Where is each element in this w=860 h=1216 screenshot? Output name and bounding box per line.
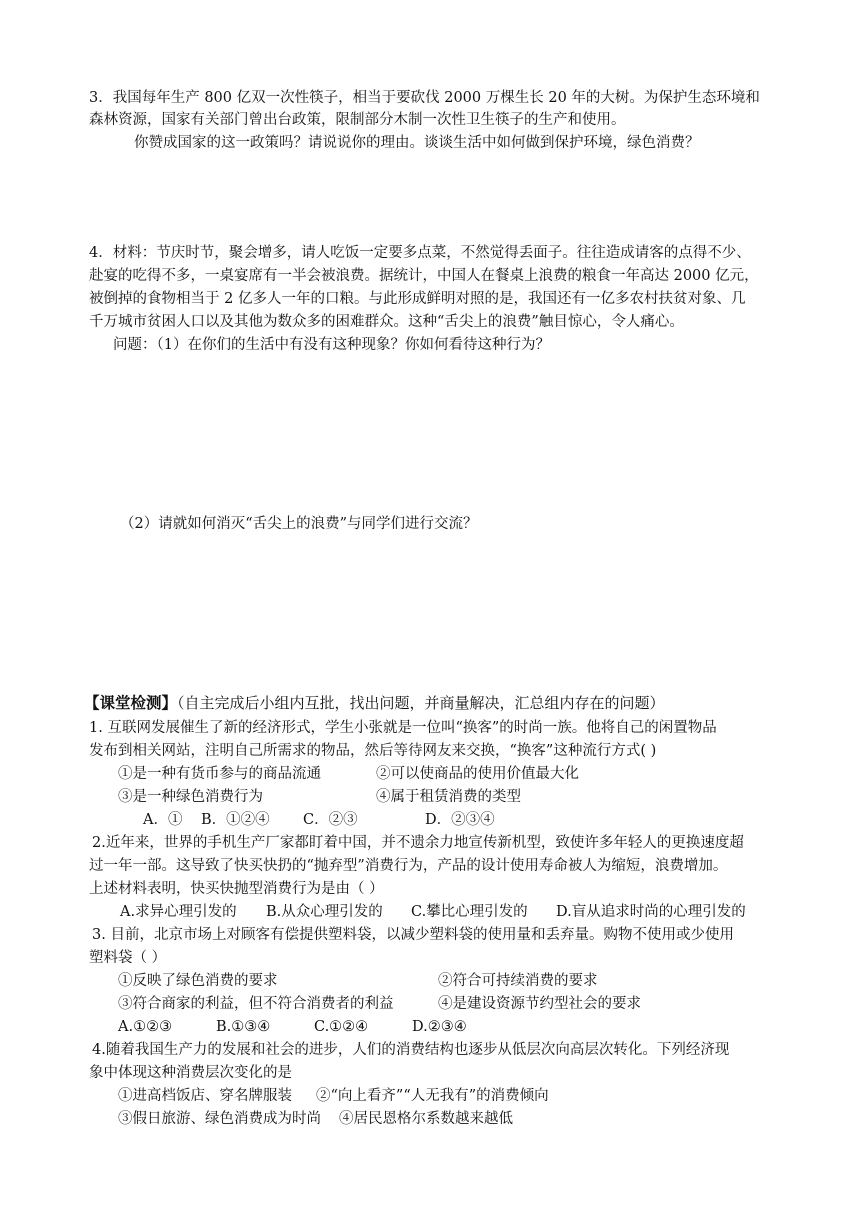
section-subtitle: （自主完成后小组内互批，找出问题，并商量解决，汇总组内存在的问题） bbox=[177, 694, 665, 712]
c3-answer-a: A.①②③ bbox=[118, 1019, 173, 1035]
c3-option-1: ①反映了绿色消费的要求 bbox=[118, 973, 278, 989]
c1-answer-c: C．②③ bbox=[303, 812, 358, 828]
c2-stem-line-2: 过一年一部。这导致了快买快扔的“抛弃型”消费行为，产品的设计使用寿命被人为缩短，浪费增加。 bbox=[89, 858, 728, 874]
c4-option-2: ②“向上看齐”“人无我有”的消费倾向 bbox=[316, 1088, 549, 1104]
c4-stem-line-1: 4.随着我国生产力的发展和社会的进步，人们的消费结构也逐步从低层次向高层次转化。下列经济现 bbox=[92, 1042, 730, 1058]
c3-option-2: ②符合可持续消费的要求 bbox=[438, 973, 598, 989]
c3-option-4: ④是建设资源节约型社会的要求 bbox=[438, 996, 641, 1012]
q4-question-1: 问题：（1）在你们的生活中有没有这种现象？你如何看待这种行为？ bbox=[113, 337, 550, 353]
q3-prompt: 你赞成国家的这一政策吗？请说说你的理由。谈谈生活中如何做到保护环境，绿色消费？ bbox=[134, 135, 700, 151]
q4-text-line-2: 赴宴的吃得不多，一桌宴席有一半会被浪费。据统计，中国人在餐桌上浪费的粮食一年高达 2000 亿元， bbox=[89, 268, 759, 284]
c2-answer-d: D.盲从追求时尚的心理引发的 bbox=[556, 904, 746, 920]
c4-option-4: ④居民恩格尔系数越来越低 bbox=[339, 1111, 513, 1127]
c3-answer-d: D.②③④ bbox=[412, 1019, 467, 1035]
q4-text-line-4: 千万城市贫困人口以及其他为数众多的困难群众。这种“舌尖上的浪费”触目惊心，令人痛心。 bbox=[89, 314, 684, 330]
c2-stem-line-1: 2.近年来，世界的手机生产厂家都盯着中国，并不遗余力地宣传新机型，致使许多年轻人的更换速度超 bbox=[92, 835, 744, 851]
q3-text-line-2: 森林资源，国家有关部门曾出台政策，限制部分木制一次性卫生筷子的生产和使用。 bbox=[89, 112, 626, 128]
c3-stem-line-2: 塑料袋（ ） bbox=[89, 950, 167, 966]
c3-answer-b: B.①③④ bbox=[216, 1019, 271, 1035]
c2-answer-a: A.求异心理引发的 bbox=[120, 904, 237, 920]
c2-answer-b: B.从众心理引发的 bbox=[266, 904, 383, 920]
q4-text-line-3: 被倒掉的食物相当于 2 亿多人一年的口粮。与此形成鲜明对照的是，我国还有一亿多农村扶贫对象、几 bbox=[89, 291, 746, 307]
c2-answer-c: C.攀比心理引发的 bbox=[411, 904, 528, 920]
c1-stem-line-1: 1. 互联网发展催生了新的经济形式，学生小张就是一位叫“换客”的时尚一族。他将自己的闲置物品 bbox=[89, 720, 717, 736]
c2-stem-line-3: 上述材料表明，快买快抛型消费行为是由（ ） bbox=[89, 881, 384, 897]
c1-option-3: ③是一种绿色消费行为 bbox=[118, 789, 263, 805]
c1-option-1: ①是一种有货币参与的商品流通 bbox=[118, 766, 321, 782]
c1-option-2: ②可以使商品的使用价值最大化 bbox=[376, 766, 579, 782]
section-heading: 【课堂检测】 bbox=[84, 693, 178, 712]
c4-stem-line-2: 象中体现这种消费层次变化的是 bbox=[89, 1065, 292, 1081]
c1-stem-line-2: 发布到相关网站，注明自己所需求的物品，然后等待网友来交换，“换客”这种流行方式( ) bbox=[89, 743, 657, 759]
c3-option-3: ③符合商家的利益，但不符合消费者的利益 bbox=[118, 996, 394, 1012]
q3-text-line-1: 3．我国每年生产 800 亿双一次性筷子，相当于要砍伐 2000 万棵生长 20 年的大树。为保护生态环境和 bbox=[89, 90, 760, 106]
c3-stem-line-1: 3. 目前，北京市场上对顾客有偿提供塑料袋，以减少塑料袋的使用量和丢弃量。购物不使用或少使用 bbox=[92, 927, 734, 943]
c1-answer-d: D．②③④ bbox=[425, 812, 495, 828]
section-heading-row bbox=[84, 693, 665, 714]
q4-question-2: （2）请就如何消灭“舌尖上的浪费”与同学们进行交流？ bbox=[120, 516, 478, 532]
c3-answer-c: C.①②④ bbox=[314, 1019, 369, 1035]
c1-option-4: ④属于租赁消费的类型 bbox=[376, 789, 521, 805]
c4-option-1: ①进高档饭店、穿名牌服装 bbox=[118, 1088, 292, 1104]
c1-answer-a: A．① bbox=[143, 812, 183, 828]
c1-answer-b: B．①②④ bbox=[201, 812, 270, 828]
q4-text-line-1: 4．材料：节庆时节，聚会增多，请人吃饭一定要多点菜，不然觉得丢面子。往往造成请客的点得不少、 bbox=[89, 245, 751, 261]
c4-option-3: ③假日旅游、绿色消费成为时尚 bbox=[118, 1111, 321, 1127]
